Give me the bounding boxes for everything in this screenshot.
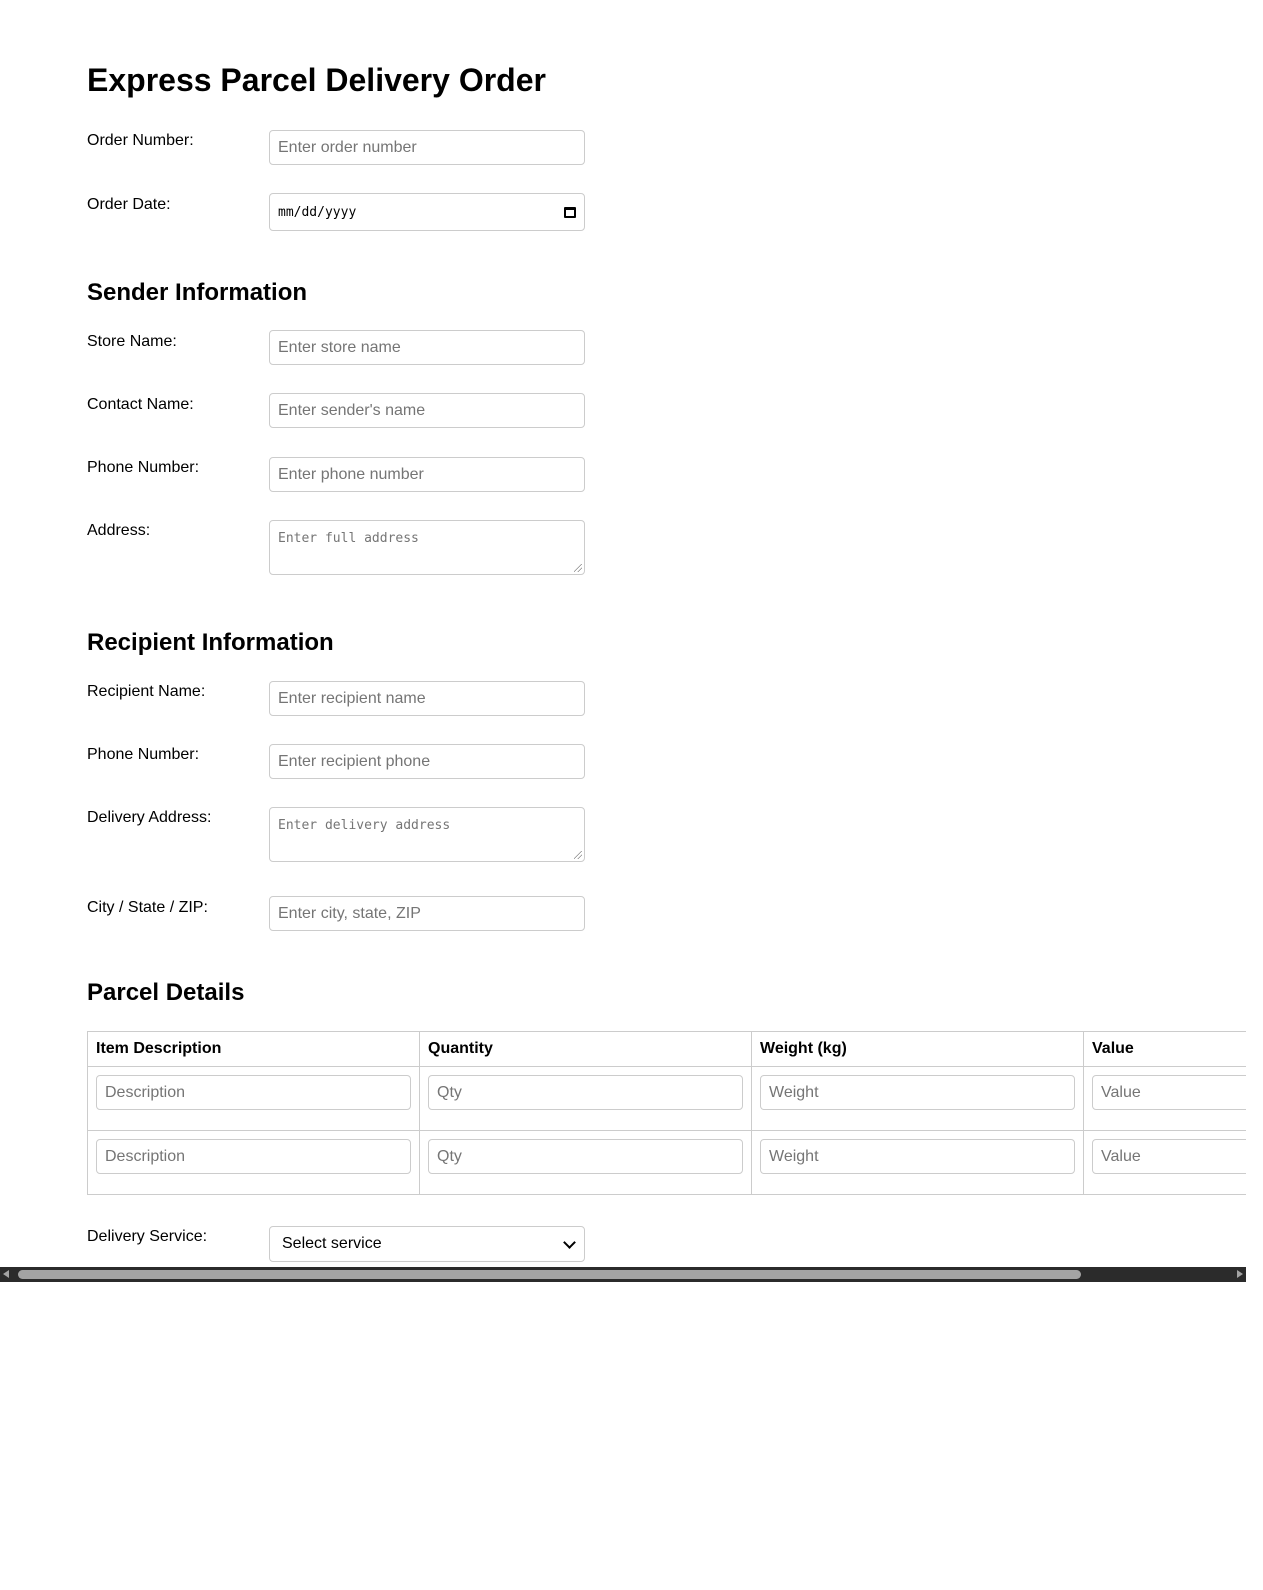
order-date-label: Order Date: [87,196,171,213]
sender-address-label: Address: [87,522,151,539]
delivery-service-label: Delivery Service: [87,1228,208,1245]
sender-phone-placeholder: Enter phone number [278,465,424,483]
order-number-input[interactable] [269,130,585,165]
description-placeholder: Description [105,1147,186,1165]
contact-name-label: Contact Name: [87,396,194,413]
quantity-placeholder: Qty [437,1083,462,1101]
resize-handle-icon[interactable] [574,851,582,859]
table-header-row [88,1032,1247,1067]
order-date-input[interactable] [269,193,585,231]
column-header-description: Item Description [88,1032,420,1067]
sender-address-textarea[interactable] [269,520,585,575]
sender-heading: Sender Information [87,279,308,306]
value-input[interactable] [1092,1075,1246,1110]
recipient-name-input[interactable] [269,681,585,716]
city-state-zip-label: City / State / ZIP: [87,899,208,916]
recipient-heading: Recipient Information [87,629,334,656]
column-header-quantity: Quantity [420,1032,752,1067]
weight-placeholder: Weight [769,1083,819,1101]
description-input[interactable] [96,1139,411,1174]
recipient-phone-label: Phone Number: [87,746,200,763]
order-number-placeholder: Enter order number [278,138,417,156]
scrollbar-thumb[interactable] [18,1270,1081,1279]
parcel-heading: Parcel Details [87,979,245,1006]
column-header-weight: Weight (kg) [752,1032,1084,1067]
recipient-name-label: Recipient Name: [87,683,206,700]
horizontal-scrollbar[interactable] [0,1267,1246,1282]
chevron-down-icon [563,1236,576,1249]
quantity-input[interactable] [428,1075,743,1110]
recipient-phone-input[interactable] [269,744,585,779]
value-placeholder: Value [1101,1147,1141,1165]
parcel-table [87,1031,1246,1195]
description-input[interactable] [96,1075,411,1110]
city-state-zip-input[interactable] [269,896,585,931]
delivery-service-selected: Select service [282,1235,382,1252]
delivery-address-label: Delivery Address: [87,809,212,826]
table-row [88,1067,1247,1131]
contact-name-input[interactable] [269,393,585,428]
weight-input[interactable] [760,1075,1075,1110]
sender-phone-input[interactable] [269,457,585,492]
calendar-icon[interactable] [564,207,576,218]
table-row [88,1131,1247,1195]
quantity-placeholder: Qty [437,1147,462,1165]
scroll-right-arrow-icon[interactable] [1237,1270,1243,1278]
store-name-input[interactable] [269,330,585,365]
delivery-address-textarea[interactable] [269,807,585,862]
resize-handle-icon[interactable] [574,564,582,572]
contact-name-placeholder: Enter sender's name [278,401,426,419]
recipient-phone-placeholder: Enter recipient phone [278,752,431,770]
sender-phone-label: Phone Number: [87,459,200,476]
weight-input[interactable] [760,1139,1075,1174]
scroll-left-arrow-icon[interactable] [3,1270,9,1278]
delivery-service-select[interactable] [269,1226,585,1262]
recipient-name-placeholder: Enter recipient name [278,689,426,707]
column-header-value: Value [1084,1032,1247,1067]
description-placeholder: Description [105,1083,186,1101]
page-title: Express Parcel Delivery Order [87,62,546,98]
order-date-value: mm/dd/yyyy [278,204,357,220]
store-name-placeholder: Enter store name [278,338,401,356]
order-number-label: Order Number: [87,132,194,149]
sender-address-placeholder: Enter full address [278,531,419,546]
delivery-address-placeholder: Enter delivery address [278,818,451,833]
value-input[interactable] [1092,1139,1246,1174]
value-placeholder: Value [1101,1083,1141,1101]
quantity-input[interactable] [428,1139,743,1174]
city-state-zip-placeholder: Enter city, state, ZIP [278,904,421,922]
store-name-label: Store Name: [87,333,177,350]
weight-placeholder: Weight [769,1147,819,1165]
